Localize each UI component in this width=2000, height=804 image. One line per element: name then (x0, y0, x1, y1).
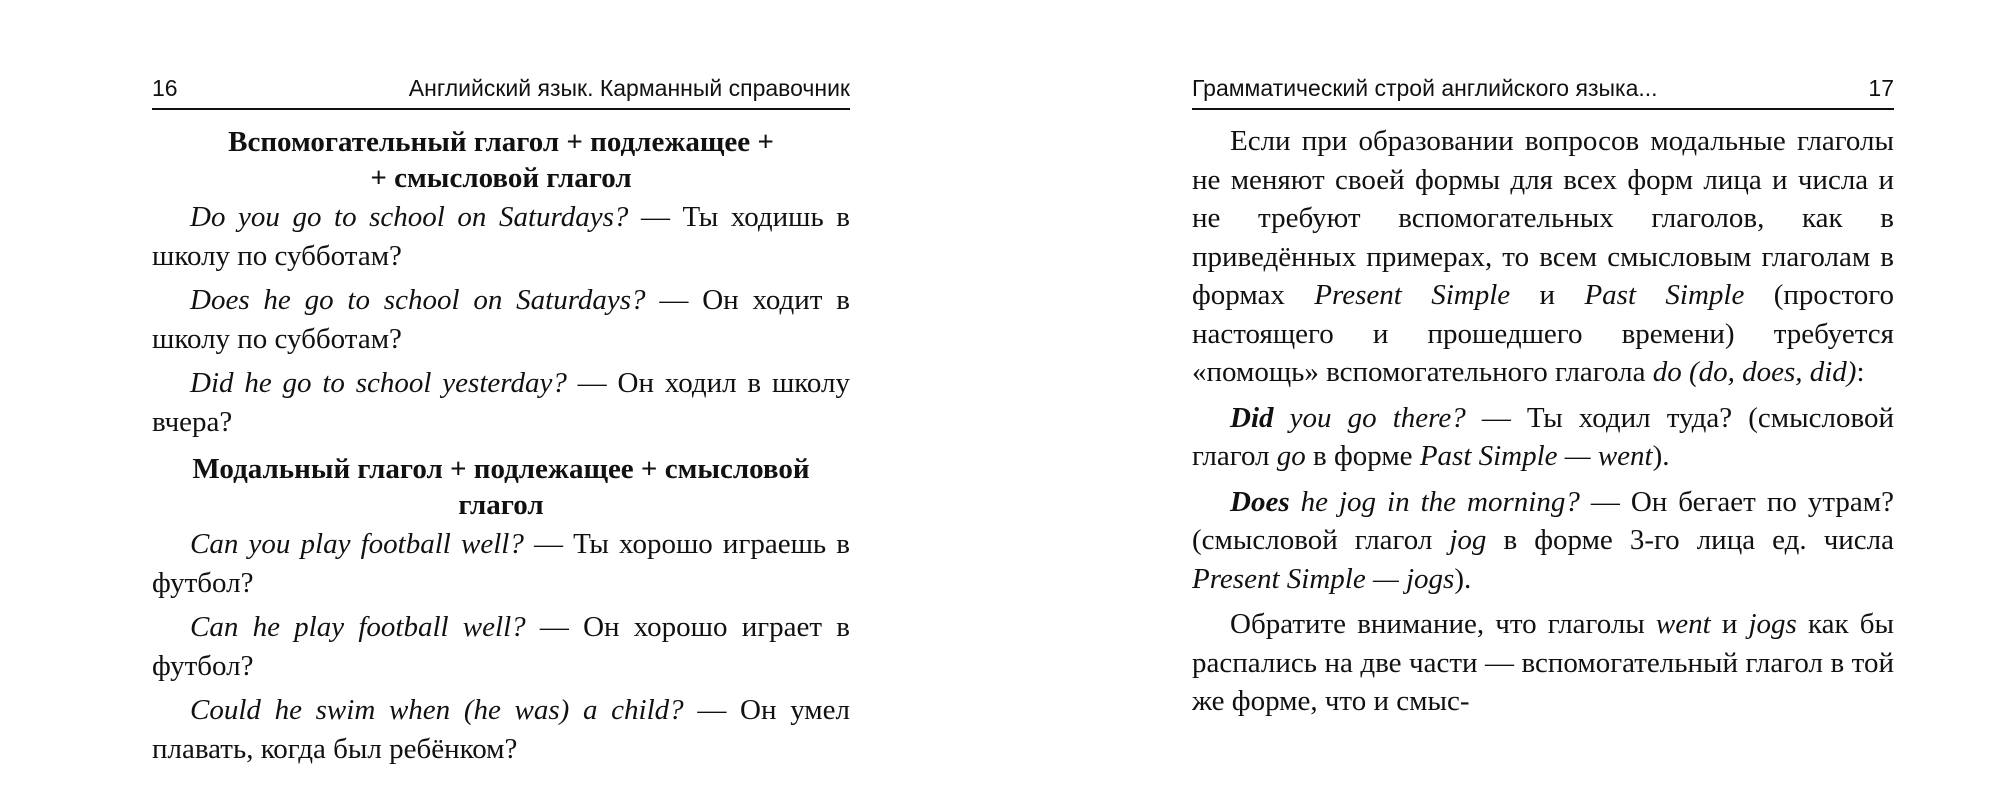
body-paragraph (1192, 605, 1894, 721)
russian-translation: — Он хорошо играет в футбол? (152, 611, 850, 682)
example-paragraph (1192, 399, 1894, 476)
english-example: Do you go to school on Saturdays? (190, 201, 629, 233)
running-title: Грамматический строй английского языка... (1192, 75, 1658, 101)
term: do (do, does, did) (1652, 356, 1857, 388)
term: jog (1449, 524, 1487, 556)
example-paragraph (1192, 483, 1894, 599)
paragraph-text: в форме (1305, 440, 1420, 472)
paragraph-text: — Ты ходил туда? (смысловой глагол (1192, 401, 1895, 472)
body-paragraph (1192, 122, 1894, 392)
left-running-head (152, 74, 850, 110)
term: went (1655, 608, 1711, 640)
paragraph-text: ). (1652, 440, 1670, 472)
heading-line: Вспомогательный глагол + подлежащее + (228, 126, 774, 158)
right-body (1192, 122, 1894, 721)
paragraph-text: Если при образовании вопросов модальные глаголы не меняют своей формы для всех форм лица и числа и не требуют вспомогательных глаголов, как в приведённых примерах, то всем смысловым глаголам в формах (1192, 125, 1894, 311)
paragraph-text: ). (1454, 562, 1472, 595)
right-running-head (1192, 74, 1894, 110)
term: Present Simple — jogs (1192, 562, 1455, 595)
term: jogs (1748, 608, 1797, 640)
russian-translation: — Он ходил в школу вчера? (152, 367, 850, 438)
english-example: Can he play football well? (190, 611, 526, 643)
english-example: Did he go to school yesterday? (190, 367, 567, 399)
term: go (1276, 440, 1306, 472)
term: Past Simple — went (1419, 440, 1653, 472)
auxiliary-verb: Does (1230, 485, 1290, 518)
section-heading (152, 451, 850, 523)
english-example: Could he swim when (he was) a child? (190, 694, 684, 726)
russian-translation: — Он ходит в школу по субботам? (152, 284, 850, 355)
paragraph-text: : (1856, 356, 1865, 388)
example-paragraph (152, 281, 850, 358)
term: Past Simple (1584, 279, 1745, 311)
example-paragraph (152, 608, 850, 685)
right-page (1192, 74, 1894, 728)
page-number: 17 (1868, 75, 1894, 101)
left-body (152, 124, 850, 768)
example-paragraph (152, 525, 850, 602)
paragraph-text: — Он бегает по утрам? (смысловой глагол (1192, 485, 1894, 556)
english-example: you go there? (1273, 401, 1466, 434)
paragraph-text: и (1510, 279, 1585, 311)
section-heading (152, 124, 850, 196)
english-example: Can you play football well? (190, 528, 524, 560)
russian-translation: — Ты ходишь в школу по субботам? (152, 201, 851, 272)
example-paragraph (152, 198, 850, 275)
paragraph-text: Обратите внимание, что глаголы (1230, 608, 1656, 640)
paragraph-text: (простого настоящего и прошедшего времени) требуется «помощь» вспомогательного глагола (1192, 279, 1894, 388)
english-example: Does he go to school on Saturdays? (190, 284, 646, 316)
paragraph-text: как бы распались на две части — вспомогательный глагол в той же форме, что и смыс- (1192, 608, 1894, 717)
paragraph-text: и (1710, 608, 1749, 640)
page-number: 16 (152, 75, 178, 101)
heading-line: глагол (458, 489, 544, 521)
example-paragraph (152, 691, 850, 768)
heading-line: + смысловой глагол (370, 162, 632, 194)
example-paragraph (152, 364, 850, 441)
auxiliary-verb: Did (1230, 401, 1274, 434)
left-page (152, 74, 850, 774)
term: Present Simple (1314, 279, 1511, 311)
paragraph-text: в форме 3-го лица ед. числа (1486, 524, 1895, 556)
running-title: Английский язык. Карманный справочник (408, 75, 850, 101)
english-example: he jog in the morning? (1289, 485, 1580, 518)
heading-line: Модальный глагол + подлежащее + смысловой (192, 453, 810, 485)
russian-translation: — Ты хорошо играешь в футбол? (152, 528, 850, 599)
russian-translation: — Он умел плавать, когда был ребёнком? (152, 694, 851, 765)
